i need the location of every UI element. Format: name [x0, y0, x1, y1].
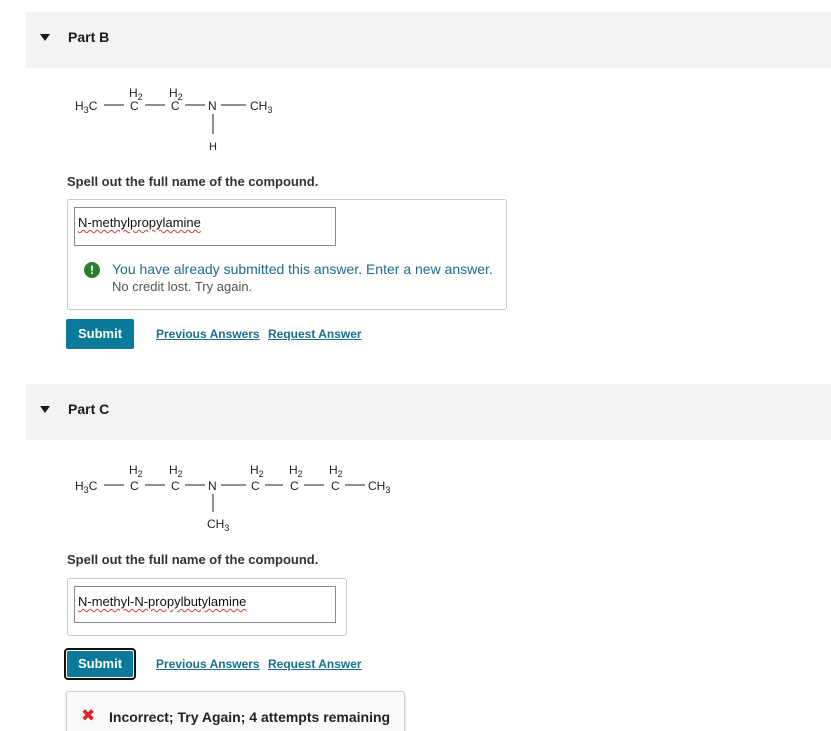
- part-c-carbon-4: C: [290, 479, 299, 493]
- part-c-h2-label-4: $H_2$: [289, 463, 303, 479]
- part-b-request-answer-link[interactable]: Request Answer: [268, 327, 362, 341]
- part-b-nitrogen: N: [208, 99, 217, 113]
- part-c-title: Part C: [68, 401, 110, 417]
- part-c-nitrogen: N: [208, 479, 217, 493]
- part-c-n-methyl: $CH_3$: [207, 517, 230, 533]
- part-c-h2-label-3: $H_2$: [250, 463, 264, 479]
- part-c-carbon-5: C: [331, 479, 340, 493]
- part-c-feedback-message: Incorrect; Try Again; 4 attempts remaining: [109, 709, 391, 725]
- part-b-notice-line2: No credit lost. Try again.: [112, 279, 253, 294]
- part-b-ch3: $CH_3$: [250, 99, 273, 115]
- part-c-answer-input[interactable]: N-methyl-N-propylbutylamine: [74, 586, 336, 623]
- part-b-carbon-2: C: [171, 99, 180, 113]
- part-b-h2-label-1: $H_2$: [129, 86, 143, 102]
- part-b-carbon-1: C: [130, 99, 139, 113]
- part-c-answer-panel: [67, 578, 347, 636]
- part-c-prompt: Spell out the full name of the compound.: [67, 552, 319, 567]
- part-c-feedback: [66, 691, 405, 731]
- part-b-h2-label-2: $H_2$: [169, 86, 183, 102]
- part-c-carbon-2: C: [171, 479, 180, 493]
- part-b-submit-button[interactable]: Submit: [66, 319, 134, 349]
- part-b-previous-answers-link[interactable]: Previous Answers: [156, 327, 260, 341]
- part-c-h2-label-1: $H_2$: [129, 463, 143, 479]
- part-b-hydrogen: H: [209, 141, 217, 153]
- part-c-carbon-3: C: [251, 479, 260, 493]
- part-c-h3c-group: $H_3C$: [75, 479, 98, 495]
- part-b-prompt: Spell out the full name of the compound.: [67, 174, 319, 189]
- part-c-request-answer-link[interactable]: Request Answer: [268, 657, 362, 671]
- part-c-previous-answers-link[interactable]: Previous Answers: [156, 657, 260, 671]
- part-b-h3c-group: $H_3C$: [75, 99, 98, 115]
- incorrect-x-icon: ✖: [81, 706, 96, 725]
- part-c-h2-label-5: $H_2$: [329, 463, 343, 479]
- part-b-title: Part B: [68, 29, 110, 45]
- part-c-submit-button[interactable]: Submit: [66, 650, 134, 678]
- part-c-carbon-1: C: [130, 479, 139, 493]
- part-c-h2-label-2: $H_2$: [169, 463, 183, 479]
- part-c-terminal-ch3: $CH_3$: [368, 479, 391, 495]
- part-b-answer-input[interactable]: N-methylpropylamine: [74, 207, 336, 246]
- info-exclamation-icon: !: [84, 262, 100, 278]
- part-b-notice-line1: You have already submitted this answer. Enter a new answer.: [112, 261, 493, 277]
